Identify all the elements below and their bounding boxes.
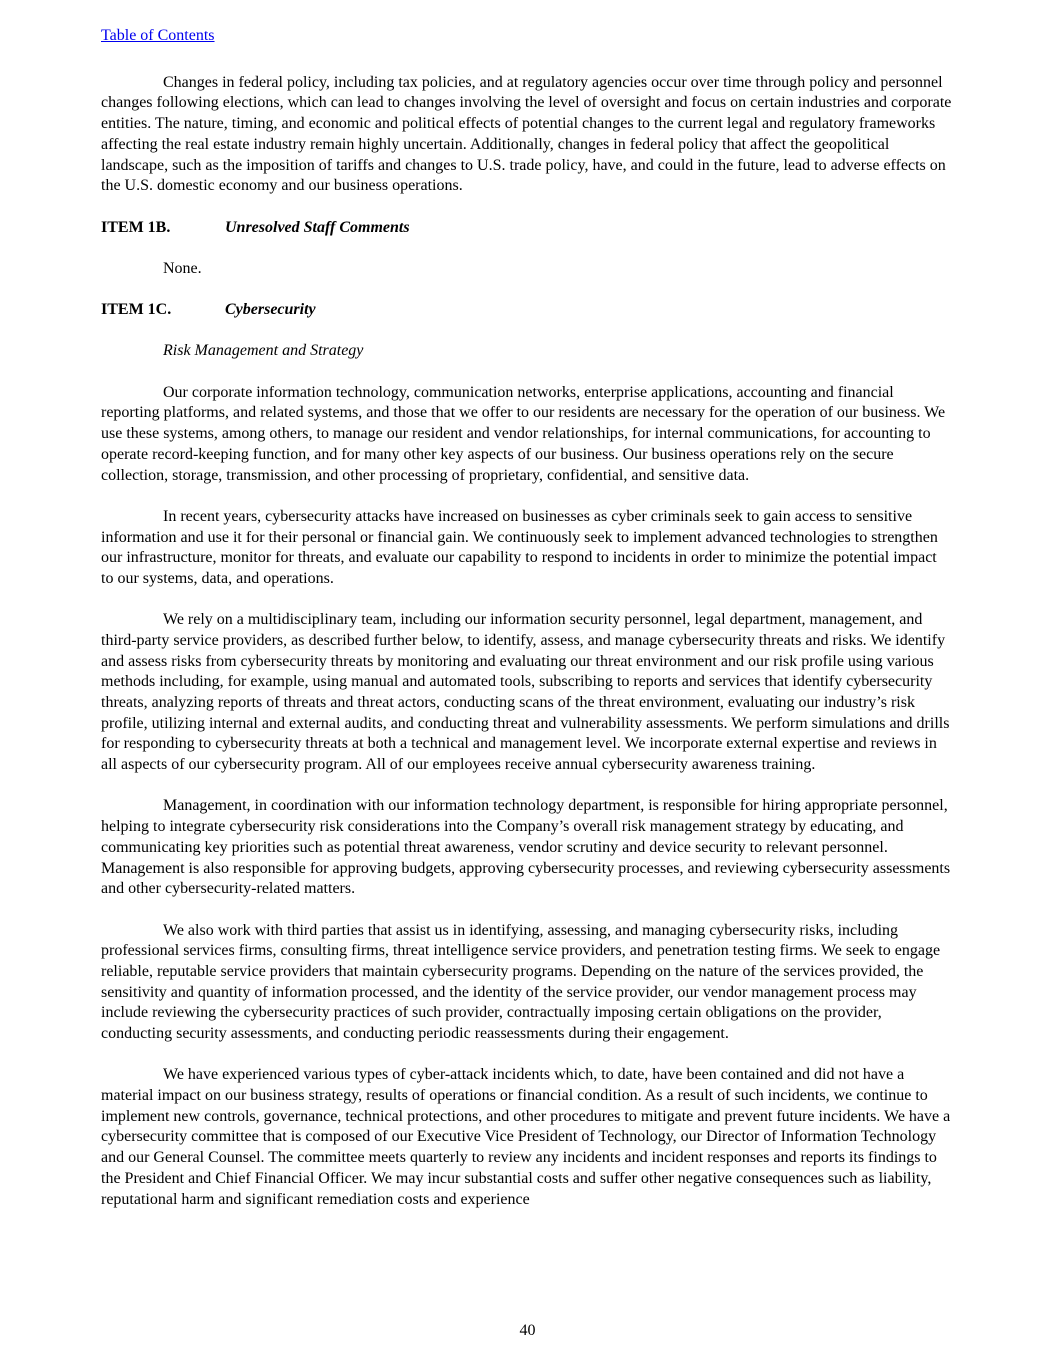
item-1b-body: None. — [163, 259, 202, 277]
page-number: 40 — [519, 1322, 536, 1339]
item-1c-title: Cybersecurity — [225, 301, 316, 319]
document-page — [101, 26, 953, 1231]
table-of-contents-link[interactable]: Table of Contents — [101, 27, 215, 44]
cyber-paragraph-incidents: We have experienced various types of cyber-attack incidents which, to date, have been contained and did not have a material impact on our business strategy, results of operations or financial condition. As a result of such incidents, we continue to implement new controls, governance, technical protections, and other procedures to mitigate and prevent future incidents. We have a cybersecurity committee that is composed of our Executive Vice President of Technology, our Director of Information Technology and our General Counsel. The committee meets quarterly to review any incidents and incident responses and reports its findings to the President and Chief Financial Officer. We may incur substantial costs and suffer other negative consequences such as liability, reputational harm and significant remediation costs and experience — [101, 1066, 951, 1208]
cyber-paragraph-team: We rely on a multidisciplinary team, including our information security personnel, legal department, management, and third-party service providers, as described further below, to identify, assess, and manage cybersecurity threats and risks. We identify and assess risks from cybersecurity threats by monitoring and evaluating our threat environment and our risk profile using various methods including, for example, using manual and automated tools, subscribing to reports and services that identify cybersecurity threats, analyzing reports of threats and threat actors, conducting scans of the threat environment, evaluating our industry’s risk profile, utilizing internal and external audits, and conducting threat and vulnerability assessments. We perform simulations and drills for responding to cybersecurity threats at both a technical and management level. We incorporate external expertise and reviews in all aspects of our cybersecurity program. All of our employees receive annual cybersecurity awareness training. — [101, 611, 950, 774]
risk-management-subheading: Risk Management and Strategy — [163, 342, 364, 360]
federal-policy-paragraph: Changes in federal policy, including tax policies, and at regulatory agencies occur over time through policy and personnel changes following elections, which can lead to changes involving the level of oversight and focus on certain industries and corporate entities. The nature, timing, and economic and political effects of potential changes to the current legal and regulatory frameworks affecting the real estate industry remain highly uncertain. Additionally, changes in federal policy that affect the geopolitical landscape, such as the imposition of tariffs and changes to U.S. trade policy, have, and could in the future, lead to adverse effects on the U.S. domestic economy and our business operations. — [101, 73, 952, 195]
item-1c-number: ITEM 1C. — [101, 301, 172, 319]
cyber-paragraph-third-parties: We also work with third parties that assist us in identifying, assessing, and managing cybersecurity risks, including professional services firms, consulting firms, threat intelligence service providers, and penetration testing firms. We seek to engage reliable, reputable service providers that maintain cybersecurity programs. Depending on the nature of the services provided, the sensitivity and quantity of information processed, and the identity of the service provider, our vendor management process may include reviewing the cybersecurity practices of such provider, contractually imposing certain obligations on the provider, conducting security assessments, and conducting periodic reassessments during their engagement. — [101, 921, 941, 1043]
item-1b-title: Unresolved Staff Comments — [225, 218, 410, 236]
cyber-paragraph-systems: Our corporate information technology, communication networks, enterprise applications, accounting and financial reporting platforms, and related systems, and those that we offer to our residents are necessary for the operation of our business. We use these systems, among others, to manage our resident and vendor relationships, for internal communications, for accounting to operate record-keeping function, and for many other key aspects of our business. Our business operations rely on the secure collection, storage, transmission, and other processing of proprietary, confidential, and sensitive data. — [101, 383, 946, 484]
item-1b-heading — [101, 218, 953, 239]
item-1b-number: ITEM 1B. — [101, 218, 171, 236]
cyber-paragraph-attacks: In recent years, cybersecurity attacks have increased on businesses as cyber criminals seek to gain access to sensitive information and use it for their personal or financial gain. We continuously seek to implement advanced technologies to strengthen our infrastructure, monitor for threats, and evaluate our capability to respond to incidents in order to minimize the potential impact to our systems, data, and operations. — [101, 507, 938, 587]
item-1c-heading — [101, 300, 953, 321]
cyber-paragraph-management: Management, in coordination with our information technology department, is responsible for hiring appropriate personnel, helping to integrate cybersecurity risk considerations into the Company’s overall risk management strategy by educating, and communicating key priorities such as potential threat awareness, vendor scrutiny and device security to relevant personnel. Management is also responsible for approving budgets, approving cybersecurity processes, and reviewing cybersecurity assessments and other cybersecurity-related matters. — [101, 797, 951, 898]
